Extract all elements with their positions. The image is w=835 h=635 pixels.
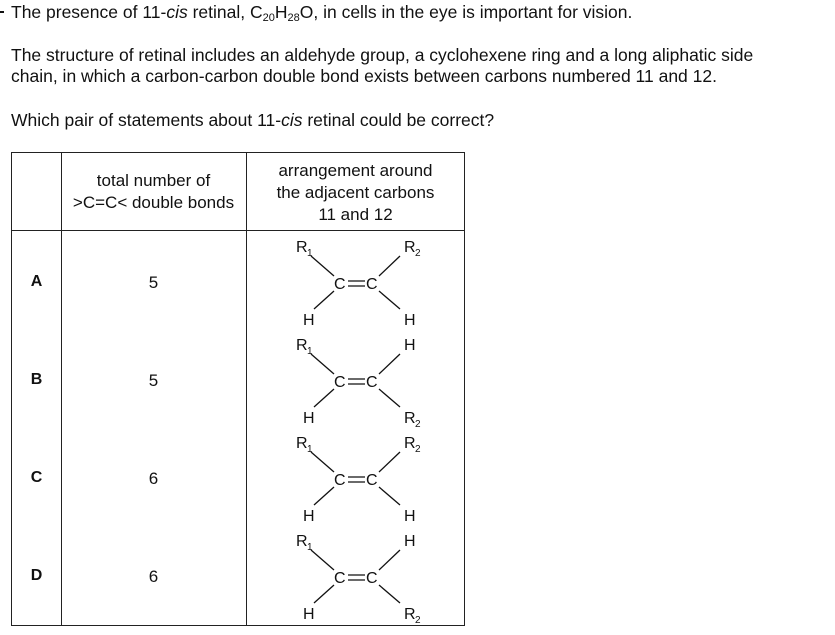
bond-line (311, 550, 334, 570)
substituent-subscript: 1 (307, 346, 313, 357)
option-letter: C (30, 469, 43, 486)
substituent-subscript: 1 (307, 444, 313, 455)
double-bond-count: 5 (148, 273, 159, 292)
bond-line (379, 354, 400, 374)
substituent-top-left: R (296, 337, 308, 354)
bond-line (379, 487, 400, 505)
double-bond-count: 6 (148, 469, 159, 488)
carbon-atom-label: C (334, 570, 346, 587)
bond-line (379, 550, 400, 570)
bond-line (379, 585, 400, 603)
double-bond-count: 5 (148, 371, 159, 390)
substituent-bottom-right: R (404, 410, 416, 427)
substituent-bottom-left: H (303, 312, 315, 329)
bond-line (314, 487, 334, 505)
substituent-bottom-left: H (303, 508, 315, 525)
option-letter: D (30, 567, 43, 584)
structure-diagram (286, 532, 436, 626)
substituent-subscript: 2 (415, 444, 421, 455)
bond-line (314, 389, 334, 407)
bond-line (314, 291, 334, 309)
table-header-divider (12, 230, 464, 231)
option-letter: B (30, 371, 43, 388)
substituent-bottom-right: H (404, 312, 416, 329)
substituent-top-left: R (296, 435, 308, 452)
substituent-top-right: H (404, 533, 416, 550)
intro-sentence: The presence of 11-cis retinal, $C_{20}H_{28}O$, in cells in the eye is important for vision. (11, 2, 633, 24)
substituent-top-left: R (296, 533, 308, 550)
substituent-subscript: 2 (415, 615, 421, 626)
answer-table (11, 152, 465, 626)
substituent-top-left: R (296, 239, 308, 256)
substituent-bottom-right: H (404, 508, 416, 525)
substituent-subscript: 2 (415, 248, 421, 259)
structure-diagram (286, 238, 436, 328)
carbon-atom-label: C (366, 472, 378, 489)
bond-line (311, 452, 334, 472)
option-letter: A (30, 273, 43, 290)
structure-diagram (286, 434, 436, 524)
substituent-bottom-left: H (303, 606, 315, 623)
substituent-subscript: 1 (307, 542, 313, 553)
carbon-atom-label: C (334, 472, 346, 489)
bond-line (379, 389, 400, 407)
substituent-top-right: H (404, 337, 416, 354)
carbon-atom-label: C (334, 374, 346, 391)
substituent-top-right: R (404, 239, 416, 256)
substituent-bottom-right: R (404, 606, 416, 623)
question-text: Which pair of statements about 11-cis retinal could be correct? (11, 110, 495, 130)
carbon-atom-label: C (334, 276, 346, 293)
substituent-top-right: R (404, 435, 416, 452)
structure-paragraph-line1: The structure of retinal includes an aldehyde group, a cyclohexene ring and a long aliphatic side (11, 45, 754, 65)
double-bond-count: 6 (148, 567, 159, 586)
substituent-bottom-left: H (303, 410, 315, 427)
bond-line (379, 452, 400, 472)
carbon-atom-label: C (366, 374, 378, 391)
structure-diagram (286, 336, 436, 430)
substituent-subscript: 2 (415, 419, 421, 430)
substituent-subscript: 1 (307, 248, 313, 259)
bond-line (379, 291, 400, 309)
header-double-bonds: total number of >C=C< double bonds (72, 171, 235, 212)
carbon-atom-label: C (366, 276, 378, 293)
carbon-atom-label: C (366, 570, 378, 587)
structure-paragraph-line2: chain, in which a carbon-carbon double bond exists between carbons numbered 11 and 12. (11, 66, 717, 86)
bond-line (379, 256, 400, 276)
bond-line (311, 354, 334, 374)
header-arrangement: arrangement around the adjacent carbons 11 and 12 (276, 161, 435, 224)
bond-line (311, 256, 334, 276)
bullet-mark (0, 11, 4, 13)
bond-line (314, 585, 334, 603)
